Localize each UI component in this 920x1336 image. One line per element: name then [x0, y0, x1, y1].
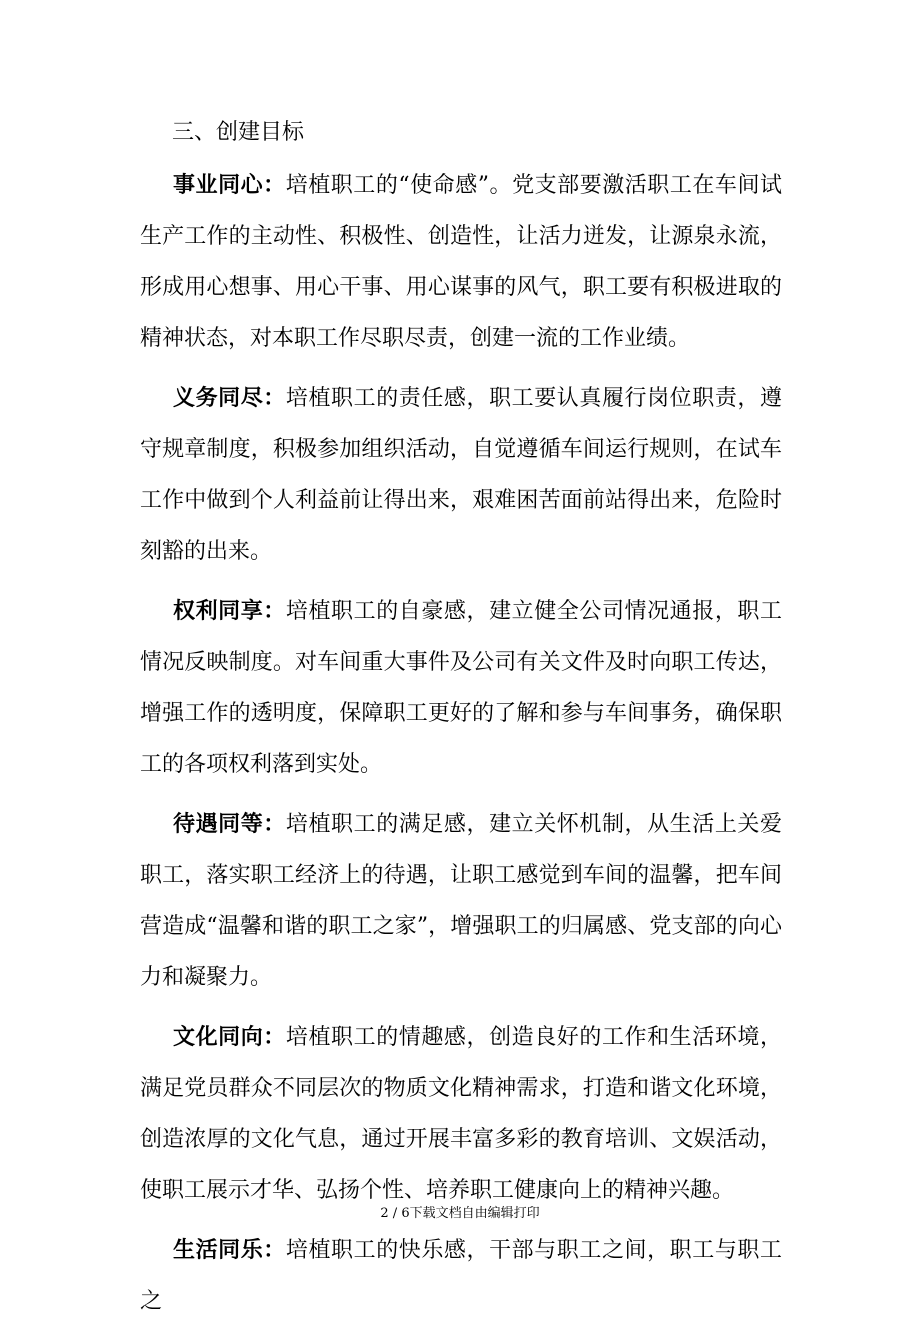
- paragraph-text: 培植职工的满足感，建立关怀机制，从生活上关爱职工，落实职工经济上的待遇，让职工感觉到车间的温馨，把车间营造成“温馨和谐的职工之家”，增强职工的归属感、党支部的向心力和凝聚力。: [140, 812, 782, 990]
- paragraph-lead: 生活同乐：: [173, 1237, 286, 1263]
- paragraph-text: 培植职工的快乐感，干部与职工之间，职工与职工之: [140, 1238, 782, 1314]
- paragraph-quanli: [140, 586, 782, 790]
- paragraph-yiwu: [140, 373, 782, 577]
- section-heading: 三、创建目标: [172, 120, 305, 145]
- paragraph-shiye: [140, 160, 782, 364]
- paragraph-lead: 义务同尽：: [173, 385, 286, 411]
- paragraph-wenhua: [140, 1012, 782, 1216]
- paragraph-text: 培植职工的自豪感，建立健全公司情况通报，职工情况反映制度。对车间重大事件及公司有关文件及时向职工传达，增强工作的透明度，保障职工更好的了解和参与车间事务，确保职工的各项权利落到实处。: [140, 599, 782, 777]
- page-footer: 2 / 6下载文档自由编辑打印: [380, 1206, 540, 1221]
- paragraph-lead: 事业同心：: [173, 172, 286, 198]
- paragraph-lead: 权利同享：: [173, 598, 286, 624]
- paragraph-text: 培植职工的“使命感”。党支部要激活职工在车间试生产工作的主动性、积极性、创造性，让活力迸发，让源泉永流，形成用心想事、用心干事、用心谋事的风气，职工要有积极进取的精神状态，对本职工作尽职尽责，创建一流的工作业绩。: [140, 173, 782, 351]
- paragraph-text: 培植职工的责任感，职工要认真履行岗位职责，遵守规章制度，积极参加组织活动，自觉遵循车间运行规则，在试车工作中做到个人利益前让得出来，艰难困苦面前站得出来，危险时刻豁的出来。: [140, 386, 782, 564]
- paragraph-text: 培植职工的情趣感，创造良好的工作和生活环境，满足党员群众不同层次的物质文化精神需求，打造和谐文化环境，创造浓厚的文化气息，通过开展丰富多彩的教育培训、文娱活动，使职工展示才华、弘扬个性、培养职工健康向上的精神兴趣。: [140, 1025, 782, 1203]
- document-body: [140, 160, 782, 1336]
- paragraph-lead: 待遇同等：: [173, 811, 286, 837]
- paragraph-lead: 文化同向：: [173, 1024, 286, 1050]
- paragraph-shenghuo: [140, 1225, 782, 1327]
- paragraph-daiyu: [140, 799, 782, 1003]
